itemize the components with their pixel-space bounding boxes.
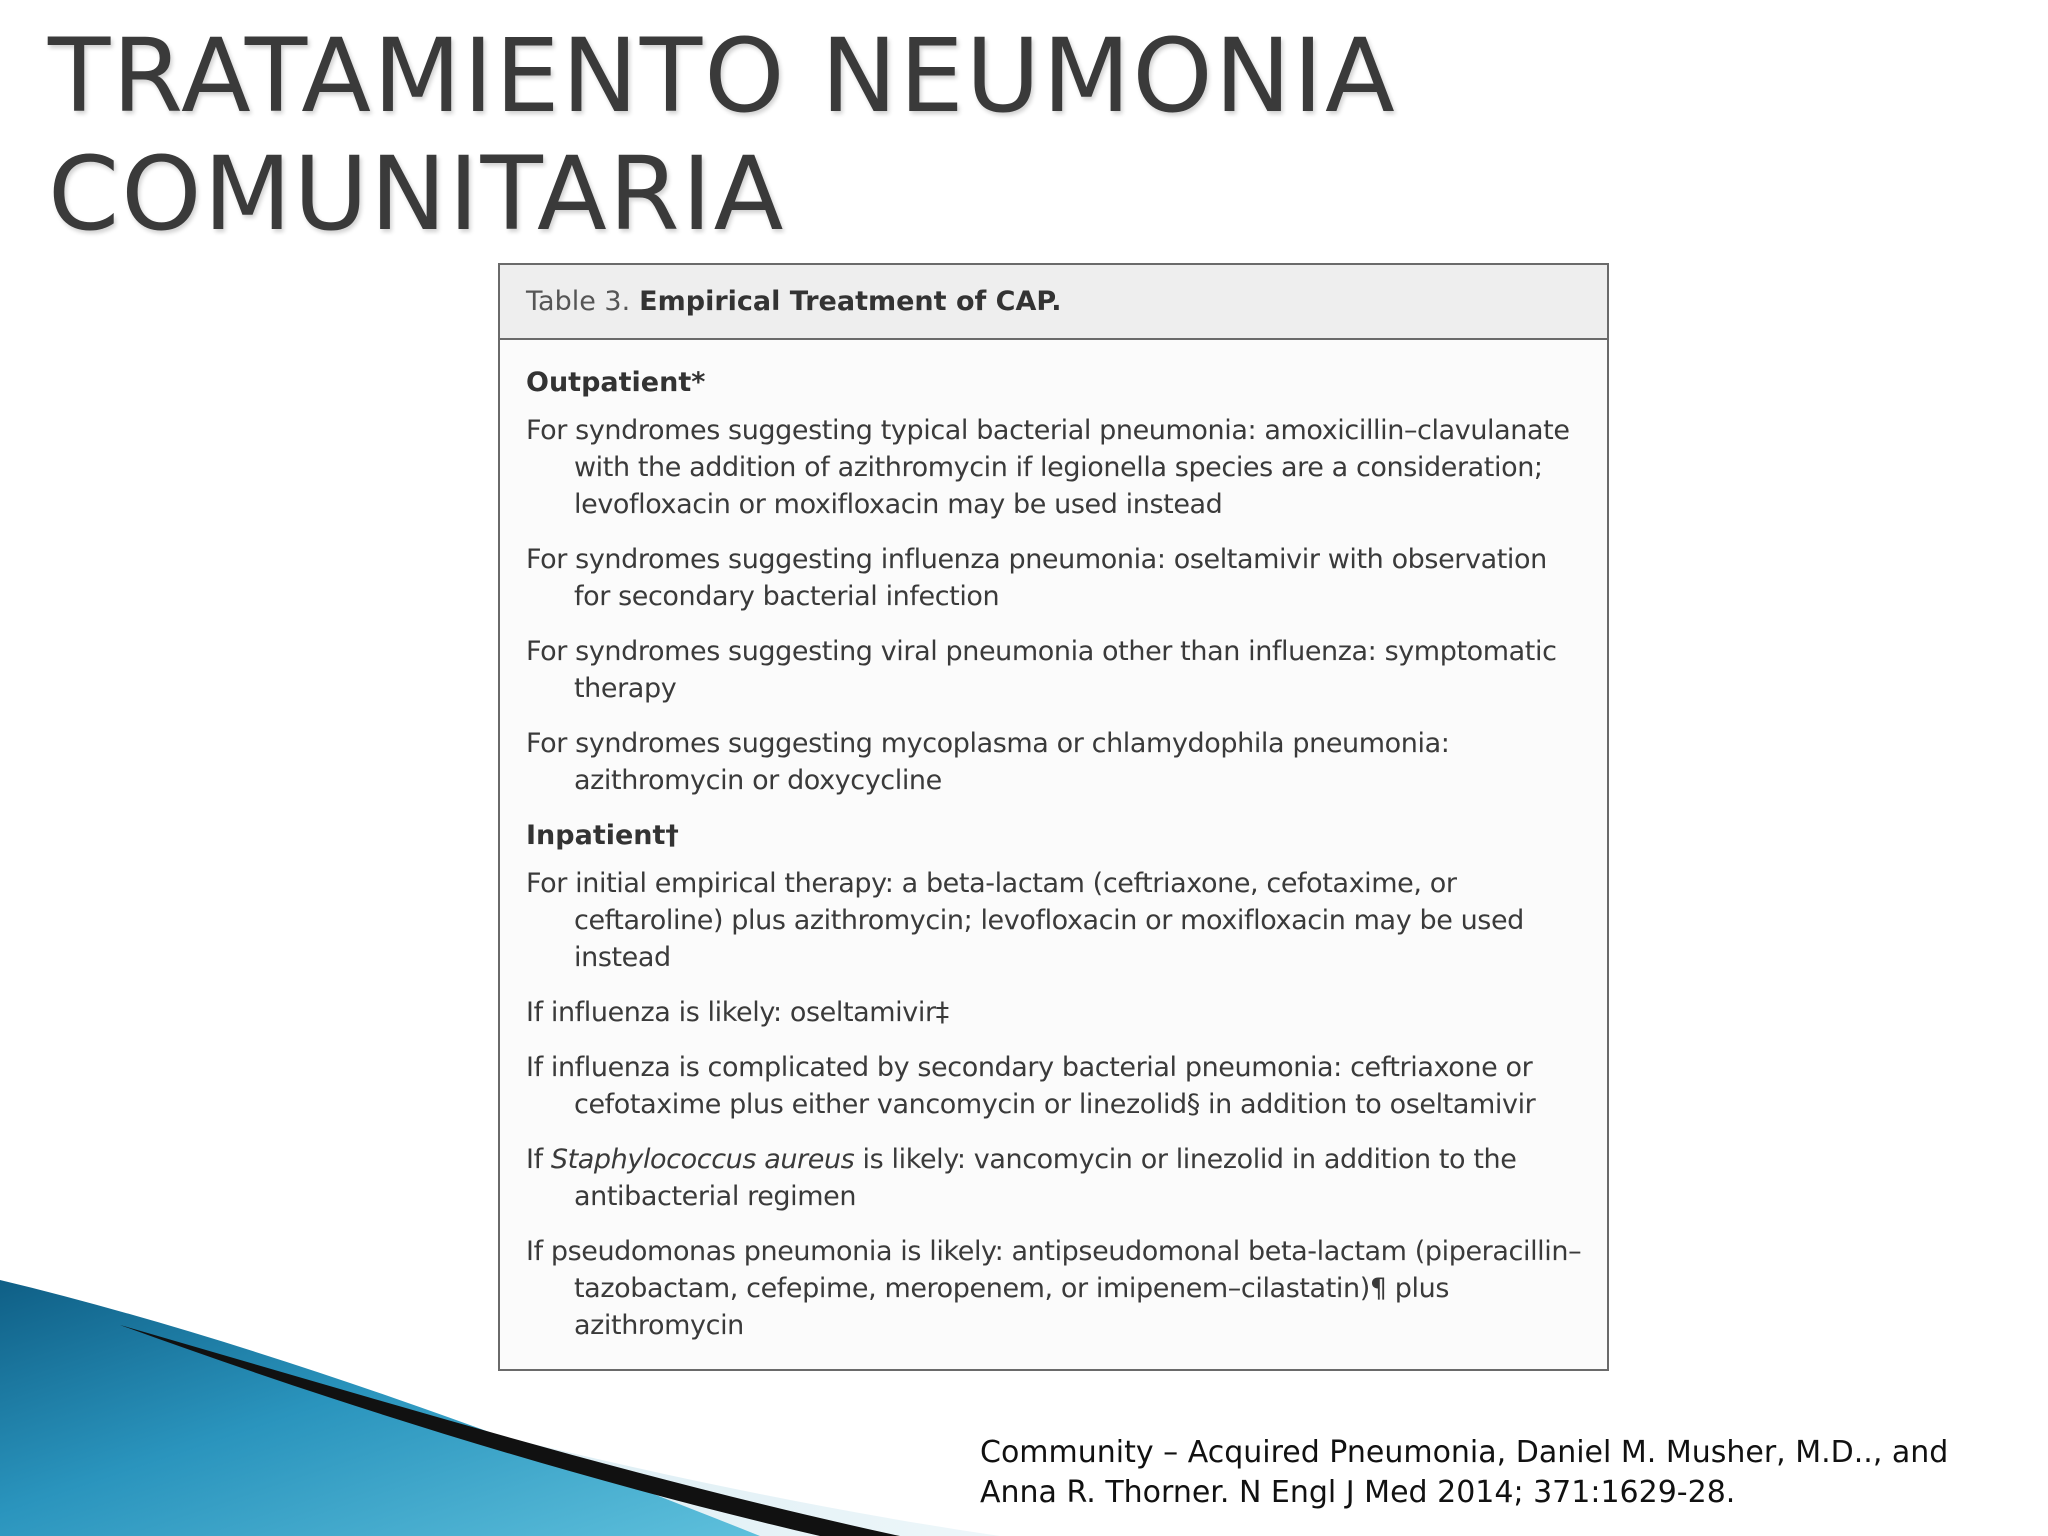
citation	[980, 1433, 1948, 1513]
outpatient-entry: For syndromes suggesting viral pneumonia other than influenza: symptomatic therapy	[526, 636, 1557, 704]
title-line-1: TRATAMIENTO NEUMONIA	[48, 17, 1397, 136]
outpatient-heading: Outpatient*	[526, 367, 706, 398]
staph-rest: is likely: vancomycin or linezolid in addition to the antibacterial regimen	[574, 1144, 1517, 1212]
table-header	[500, 265, 1607, 340]
slide-title	[48, 18, 1397, 254]
outpatient-entry: For syndromes suggesting typical bacterial pneumonia: amoxicillin–clavulanate with the addition of azithromycin if legionella species are a consideration; levofloxacin or moxifloxacin may be used instead	[526, 415, 1570, 520]
inpatient-entry: If influenza is likely: oseltamivir‡	[526, 997, 949, 1028]
title-line-2: COMUNITARIA	[48, 135, 786, 254]
table-body	[500, 340, 1607, 1344]
treatment-table	[498, 263, 1609, 1371]
citation-line-1: Community – Acquired Pneumonia, Daniel M. Musher, M.D.., and	[980, 1435, 1949, 1470]
outpatient-entry: For syndromes suggesting influenza pneumonia: oseltamivir with observation for secondary bacterial infection	[526, 544, 1547, 612]
table-name: Empirical Treatment of CAP.	[639, 286, 1062, 317]
outpatient-entry: For syndromes suggesting mycoplasma or chlamydophila pneumonia: azithromycin or doxycycline	[526, 728, 1450, 796]
table-number: Table 3.	[526, 286, 631, 317]
citation-line-2: Anna R. Thorner. N Engl J Med 2014; 371:1629-28.	[980, 1475, 1736, 1510]
inpatient-entry: If influenza is complicated by secondary bacterial pneumonia: ceftriaxone or cefotaxime plus either vancomycin or linezolid§ in addition to oseltamivir	[526, 1052, 1536, 1120]
staph-organism: Staphylococcus aureus	[550, 1144, 855, 1175]
inpatient-entry: For initial empirical therapy: a beta-lactam (ceftriaxone, cefotaxime, or ceftaroline) plus azithromycin; levofloxacin or moxifloxacin may be used instead	[526, 868, 1524, 973]
inpatient-entry: If pseudomonas pneumonia is likely: antipseudomonal beta-lactam (piperacillin–tazobactam, cefepime, meropenem, or imipenem–cilastatin)¶ plus azithromycin	[526, 1236, 1582, 1341]
inpatient-entry-staph	[526, 1141, 1583, 1215]
decorative-swoosh	[0, 1280, 1000, 1536]
staph-prefix: If	[526, 1144, 551, 1175]
inpatient-heading: Inpatient†	[526, 820, 679, 851]
